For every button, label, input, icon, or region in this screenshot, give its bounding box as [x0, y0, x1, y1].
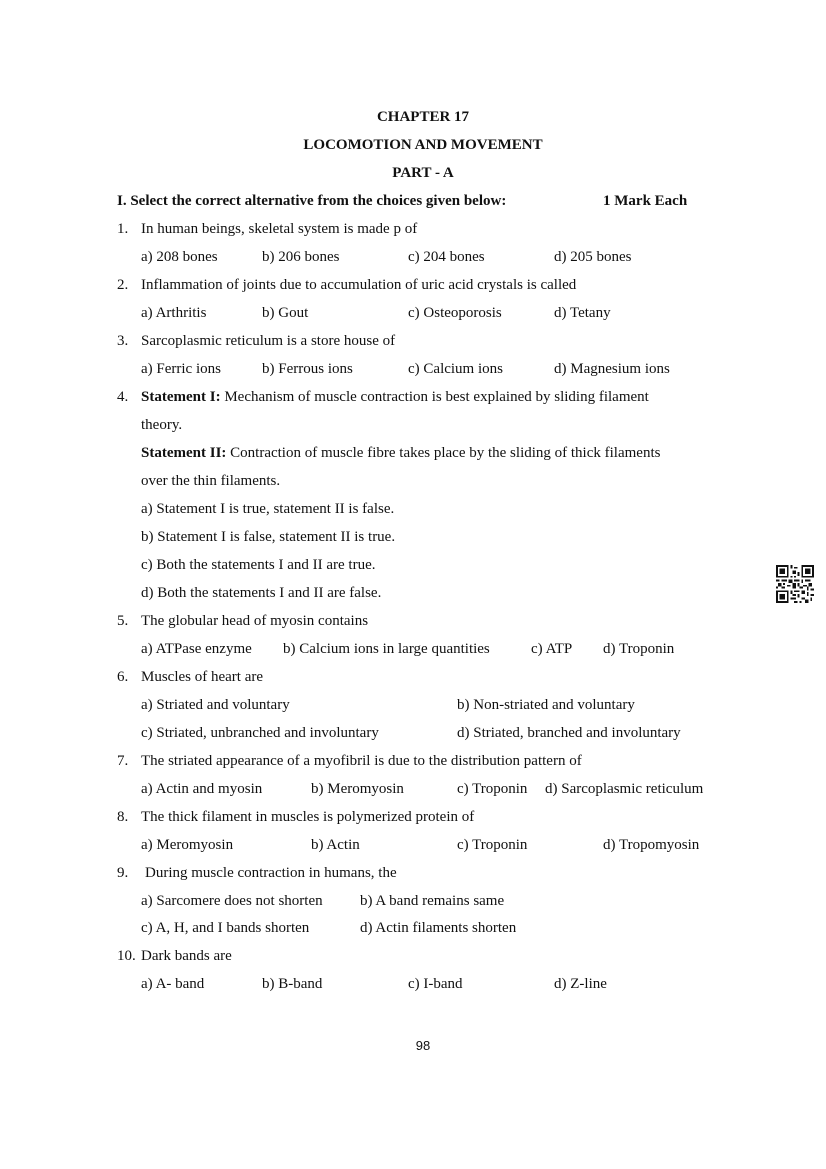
option-d: d) Tetany — [554, 305, 611, 321]
option-b: b) A band remains same — [360, 893, 505, 909]
option-a: a) Arthritis — [141, 305, 207, 321]
option-c: c) ATP — [531, 641, 573, 657]
option-c: c) A, H, and I bands shorten — [141, 920, 310, 936]
statement-2 — [141, 444, 660, 462]
question-number: 7. — [117, 753, 129, 769]
option-a: a) Statement I is true, statement II is false. — [141, 501, 395, 517]
option-c: c) Calcium ions — [408, 361, 503, 377]
option-a: a) Striated and voluntary — [141, 697, 290, 713]
question-number: 3. — [117, 333, 129, 349]
option-d: d) Magnesium ions — [554, 361, 670, 377]
statement-1-text: Mechanism of muscle contraction is best explained by sliding filament — [224, 389, 649, 405]
question-text: Muscles of heart are — [141, 669, 264, 685]
statement-2-label: Statement II: — [141, 445, 227, 461]
option-c: c) Osteoporosis — [408, 305, 502, 321]
statement-1 — [141, 388, 649, 406]
question-text: During muscle contraction in humans, the — [145, 865, 397, 881]
question-text: Inflammation of joints due to accumulation of uric acid crystals is called — [141, 277, 577, 293]
option-d: d) Both the statements I and II are false. — [141, 585, 382, 601]
option-b: b) 206 bones — [262, 249, 340, 265]
statement-2-continuation: over the thin filaments. — [141, 473, 281, 489]
statement-2-text: Contraction of muscle fibre takes place by the sliding of thick filaments — [230, 445, 661, 461]
option-d: d) Tropomyosin — [603, 837, 700, 853]
question-number: 6. — [117, 669, 129, 685]
option-b: b) Statement I is false, statement II is true. — [141, 529, 396, 545]
question-text: Dark bands are — [141, 948, 232, 964]
question-text: In human beings, skeletal system is made p of — [141, 221, 418, 237]
chapter-title: LOCOMOTION AND MOVEMENT — [303, 137, 543, 153]
question-number: 4. — [117, 389, 129, 405]
section-instruction: I. Select the correct alternative from the choices given below: — [117, 193, 507, 209]
question-number: 1. — [117, 221, 129, 237]
question-number: 8. — [117, 809, 129, 825]
option-c: c) I-band — [408, 976, 463, 992]
option-a: a) ATPase enzyme — [141, 641, 252, 657]
statement-1-label: Statement I: — [141, 389, 221, 405]
option-b: b) Ferrous ions — [262, 361, 353, 377]
option-a: a) A- band — [141, 976, 205, 992]
question-text: Sarcoplasmic reticulum is a store house of — [141, 333, 396, 349]
option-a: a) 208 bones — [141, 249, 218, 265]
question-text: The striated appearance of a myofibril is due to the distribution pattern of — [141, 753, 582, 769]
option-d: d) Sarcoplasmic reticulum — [545, 781, 704, 797]
option-d: d) Z-line — [554, 976, 607, 992]
option-b: b) Actin — [311, 837, 360, 853]
marks-label: 1 Mark Each — [603, 193, 688, 209]
question-number: 10. — [117, 948, 136, 964]
option-c: c) Both the statements I and II are true. — [141, 557, 376, 573]
option-a: a) Actin and myosin — [141, 781, 263, 797]
option-b: b) B-band — [262, 976, 323, 992]
qr-code-icon — [776, 565, 814, 603]
option-d: d) Striated, branched and involuntary — [457, 725, 681, 741]
question-text: The globular head of myosin contains — [141, 613, 369, 629]
question-text: The thick filament in muscles is polymerized protein of — [141, 809, 475, 825]
option-d: d) 205 bones — [554, 249, 632, 265]
option-d: d) Actin filaments shorten — [360, 920, 517, 936]
option-d: d) Troponin — [603, 641, 675, 657]
option-a: a) Ferric ions — [141, 361, 221, 377]
statement-1-continuation: theory. — [141, 417, 183, 433]
option-b: b) Non-striated and voluntary — [457, 697, 635, 713]
option-c: c) 204 bones — [408, 249, 485, 265]
option-b: b) Calcium ions in large quantities — [283, 641, 490, 657]
option-a: a) Sarcomere does not shorten — [141, 893, 323, 909]
part-heading: PART - A — [392, 165, 454, 181]
option-c: c) Striated, unbranched and involuntary — [141, 725, 379, 741]
page-number: 98 — [415, 1038, 431, 1053]
option-b: b) Meromyosin — [311, 781, 404, 797]
question-number: 9. — [117, 865, 129, 881]
option-c: c) Troponin — [457, 837, 528, 853]
question-number: 5. — [117, 613, 129, 629]
option-b: b) Gout — [262, 305, 309, 321]
option-c: c) Troponin — [457, 781, 528, 797]
chapter-number: CHAPTER 17 — [376, 109, 470, 125]
option-a: a) Meromyosin — [141, 837, 234, 853]
question-number: 2. — [117, 277, 129, 293]
